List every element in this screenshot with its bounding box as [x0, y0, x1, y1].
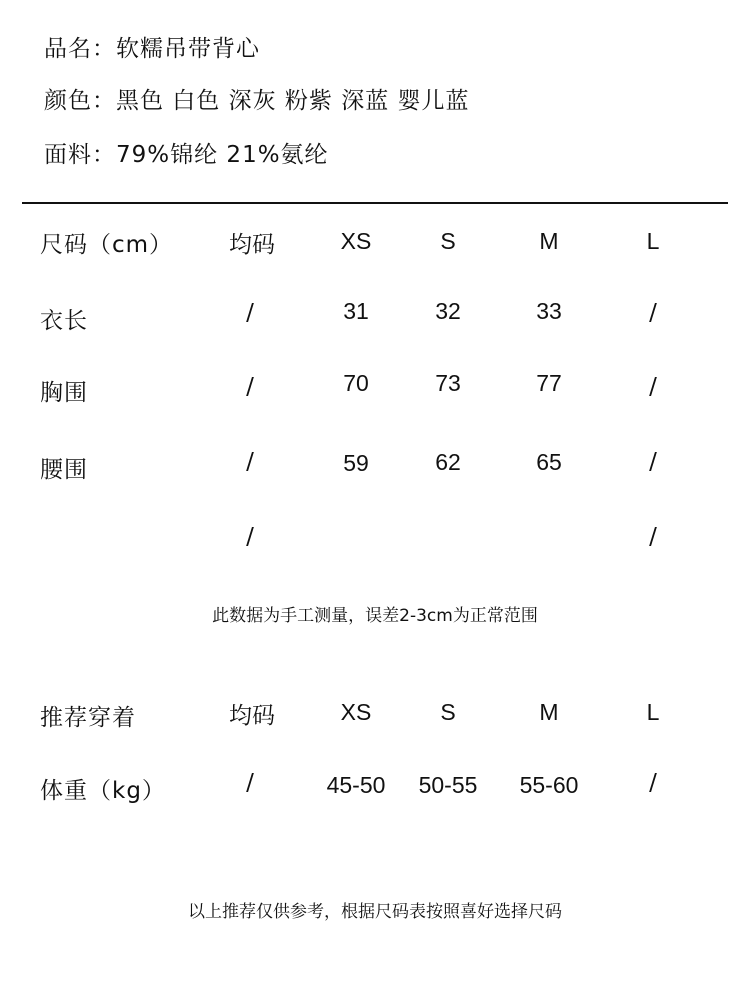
recommend-header-s: S [440, 699, 456, 725]
size-cell: 62 [435, 449, 461, 475]
size-cell: / [246, 300, 254, 326]
recommend-header-m: M [539, 699, 559, 725]
divider-line [22, 202, 728, 204]
recommend-header-xs: XS [340, 699, 372, 725]
measurement-note: 此数据为手工测量，误差2-3cm为正常范围 [212, 606, 538, 626]
size-cell: / [649, 524, 657, 550]
size-cell: / [649, 449, 657, 475]
size-header-label: 尺码（cm） [40, 232, 174, 258]
size-cell: / [246, 374, 254, 400]
size-cell: / [649, 300, 657, 326]
recommend-cell: / [649, 770, 657, 796]
size-cell: 70 [343, 370, 369, 396]
size-header-xs: XS [340, 228, 372, 254]
size-cell: 31 [343, 298, 369, 324]
size-header-s: S [440, 228, 456, 254]
size-cell: 73 [435, 370, 461, 396]
size-cell: 65 [536, 449, 562, 475]
size-header-l: L [646, 228, 660, 254]
size-cell: 59 [343, 450, 369, 476]
size-cell: / [246, 449, 254, 475]
recommend-note: 以上推荐仅供参考，根据尺码表按照喜好选择尺码 [188, 902, 562, 922]
size-header-m: M [539, 228, 559, 254]
recommend-cell: 45-50 [326, 772, 386, 798]
recommend-header-l: L [646, 699, 660, 725]
recommend-cell: 50-55 [418, 772, 478, 798]
product-name-line: 品名：软糯吊带背心 [44, 36, 260, 62]
size-row-label: 胸围 [40, 380, 88, 406]
recommend-cell: 55-60 [519, 772, 579, 798]
size-cell: / [649, 374, 657, 400]
product-color-line: 颜色：黑色 白色 深灰 粉紫 深蓝 婴儿蓝 [44, 88, 470, 114]
size-cell: 77 [536, 370, 562, 396]
recommend-header-one-size: 均码 [229, 703, 275, 729]
size-header-one-size: 均码 [229, 232, 275, 258]
size-row-label: 衣长 [40, 308, 88, 334]
size-cell: 33 [536, 298, 562, 324]
size-cell: / [246, 524, 254, 550]
recommend-row-label: 体重（kg） [40, 778, 166, 804]
product-material-line: 面料：79%锦纶 21%氨纶 [44, 142, 329, 168]
size-row-label: 腰围 [40, 457, 88, 483]
size-cell: 32 [435, 298, 461, 324]
recommend-cell: / [246, 770, 254, 796]
recommend-header-label: 推荐穿着 [40, 705, 136, 731]
